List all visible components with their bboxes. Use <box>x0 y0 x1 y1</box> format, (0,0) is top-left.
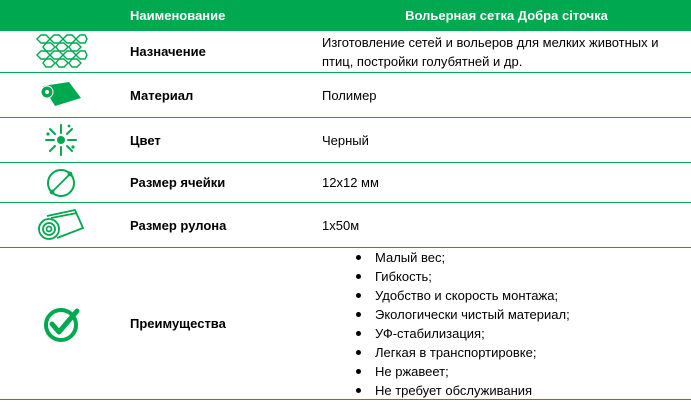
list-item: Гибкость; <box>322 267 570 286</box>
list-item: Не требует обслуживания <box>322 381 570 400</box>
list-item: Легкая в транспортировке; <box>322 343 570 362</box>
table-row <box>0 73 691 118</box>
table-header <box>0 0 691 31</box>
row-value: 12x12 мм <box>322 175 379 190</box>
row-value <box>322 248 685 399</box>
row-name: Назначение <box>130 44 206 59</box>
roll-size-icon <box>0 203 122 247</box>
list-item: УФ-стабилизация; <box>322 324 570 343</box>
checkmark-icon <box>0 248 122 399</box>
color-burst-icon <box>0 118 122 162</box>
header-value: Вольерная сетка Добра сіточка <box>405 8 608 23</box>
list-item: Экологически чистый материал; <box>322 305 570 324</box>
roll-icon <box>0 73 122 117</box>
table-row <box>0 163 691 203</box>
table-row <box>0 31 691 73</box>
row-value: Полимер <box>322 87 377 103</box>
row-value: Изготовление сетей и вольеров для мелких животных и птиц, постройки голубятней и др. <box>322 35 659 69</box>
header-name: Наименование <box>130 8 226 23</box>
row-name: Размер ячейки <box>130 175 226 190</box>
list-item: Малый вес; <box>322 248 570 267</box>
row-name: Размер рулона <box>130 217 227 233</box>
row-value: 1x50м <box>322 217 360 233</box>
list-item: Удобство и скорость монтажа; <box>322 286 570 305</box>
row-value: Черный <box>322 132 369 148</box>
list-item: Не ржавеет; <box>322 362 570 381</box>
table-row <box>0 203 691 248</box>
mesh-icon <box>0 31 122 72</box>
advantages-list <box>322 248 570 400</box>
cell-size-icon <box>0 163 122 202</box>
row-name: Преимущества <box>130 316 226 331</box>
table-row <box>0 118 691 163</box>
row-name: Цвет <box>130 132 161 148</box>
table-row <box>0 248 691 400</box>
row-name: Материал <box>130 87 194 103</box>
